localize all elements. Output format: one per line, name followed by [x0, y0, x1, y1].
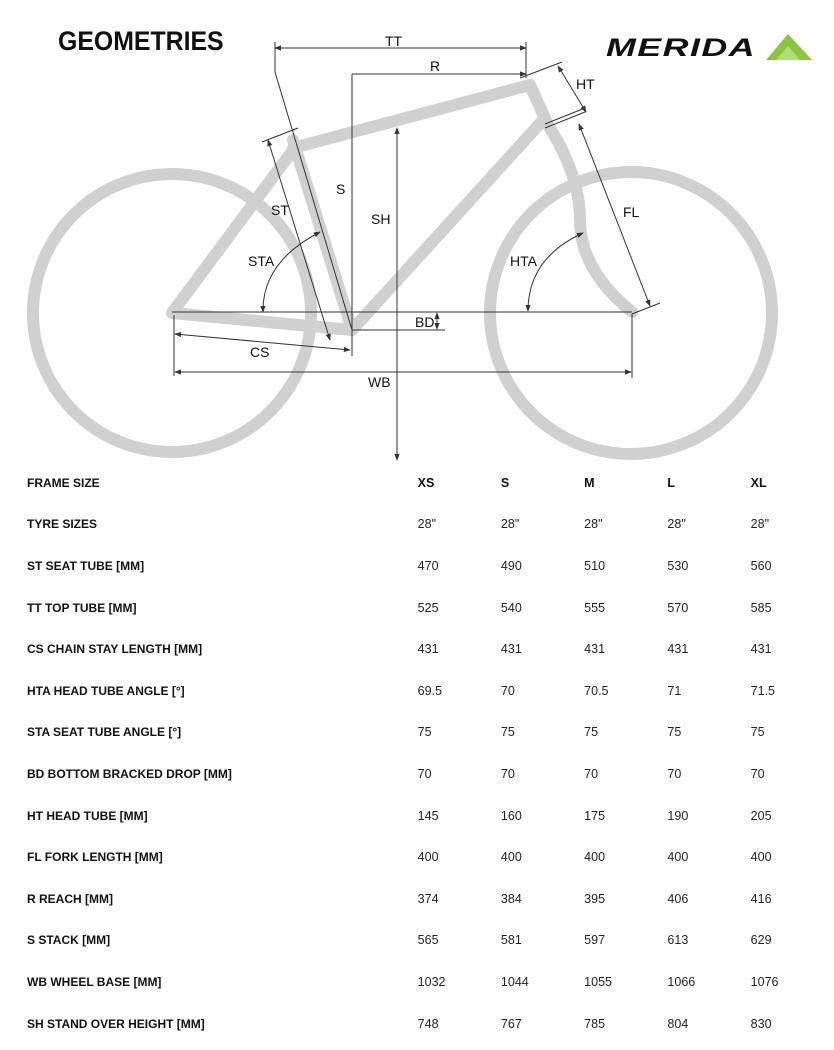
row-value: 400 [417, 850, 439, 865]
row-value: 470 [417, 558, 439, 573]
row-value: 400 [500, 850, 522, 865]
row-value: 804 [667, 1016, 689, 1031]
row-value: 613 [667, 933, 689, 948]
row-value: 581 [500, 933, 522, 948]
row-value: 525 [417, 600, 439, 615]
row-value: 75 [417, 725, 432, 740]
row-value: 570 [667, 600, 689, 615]
sh-label: SH [371, 211, 391, 227]
row-value: 69.5 [417, 683, 443, 698]
row-value: 565 [417, 933, 439, 948]
row-value: 629 [750, 933, 772, 948]
row-value: 71.5 [750, 683, 776, 698]
row-value: 1066 [667, 974, 696, 989]
row-label: HT HEAD TUBE [MM] [27, 808, 148, 823]
size-l: L [667, 475, 676, 490]
row-value: 205 [750, 808, 772, 823]
table-row [0, 545, 834, 587]
fl-dimension [579, 124, 650, 306]
row-value: 145 [417, 808, 439, 823]
row-value: 406 [667, 891, 689, 906]
frame-size-label: FRAME SIZE [27, 475, 100, 490]
row-label: S STACK [MM] [27, 933, 111, 948]
row-value: 70 [584, 766, 599, 781]
row-value: 28" [417, 517, 437, 532]
r-label: R [430, 58, 441, 74]
head-tube [530, 85, 548, 125]
row-value: 597 [584, 933, 606, 948]
st-label: ST [271, 202, 289, 218]
ht-label: HT [576, 76, 595, 92]
bd-label: BD [415, 314, 435, 330]
row-value: 384 [500, 891, 522, 906]
row-value: 785 [584, 1016, 606, 1031]
row-label: ST SEAT TUBE [MM] [27, 558, 145, 573]
row-label: R REACH [MM] [27, 891, 113, 906]
row-label: TT TOP TUBE [MM] [27, 600, 137, 615]
row-value: 490 [500, 558, 522, 573]
row-value: 400 [750, 850, 772, 865]
row-value: 431 [584, 642, 606, 657]
row-value: 75 [584, 725, 599, 740]
row-value: 585 [750, 600, 772, 615]
row-value: 560 [750, 558, 772, 573]
row-value: 1055 [584, 974, 612, 989]
row-value: 28" [584, 517, 603, 532]
row-value: 431 [750, 642, 772, 657]
row-value: 416 [750, 891, 772, 906]
s-label: S [336, 181, 346, 197]
row-label: BD BOTTOM BRACKED DROP [MM] [27, 766, 232, 781]
row-label: TYRE SIZES [27, 517, 98, 532]
row-value: 431 [667, 642, 689, 657]
row-value: 400 [584, 850, 606, 865]
table-row [0, 712, 834, 754]
row-value: 431 [417, 642, 439, 657]
row-value: 175 [584, 808, 606, 823]
row-value: 70 [667, 766, 682, 781]
row-value: 1044 [500, 974, 529, 989]
row-value: 395 [584, 891, 606, 906]
size-xl: XL [750, 475, 767, 490]
hta-arc [528, 233, 583, 311]
row-label: HTA HEAD TUBE ANGLE [°] [27, 683, 185, 698]
fl-label: FL [623, 204, 640, 220]
size-xs: XS [417, 475, 435, 490]
geometry-table [0, 462, 834, 1044]
row-value: 75 [500, 725, 515, 740]
bike-frame [172, 85, 632, 330]
sta-label: STA [248, 253, 275, 269]
row-value: 75 [667, 725, 682, 740]
row-label: CS CHAIN STAY LENGTH [MM] [27, 642, 203, 657]
row-value: 1076 [750, 974, 779, 989]
size-s: S [500, 475, 510, 490]
row-value: 748 [417, 1016, 439, 1031]
table-row [0, 920, 834, 962]
row-value: 70.5 [584, 683, 609, 698]
row-value: 28" [750, 517, 770, 532]
table-row [0, 1003, 834, 1045]
table-row [0, 878, 834, 920]
row-value: 70 [500, 683, 515, 698]
row-value: 190 [667, 808, 689, 823]
row-label: FL FORK LENGTH [MM] [27, 850, 163, 865]
row-label: STA SEAT TUBE ANGLE [°] [27, 725, 182, 740]
tt-label: TT [385, 33, 403, 49]
row-value: 160 [500, 808, 522, 823]
table-row [0, 670, 834, 712]
row-value: 70 [500, 766, 515, 781]
row-value: 374 [417, 891, 439, 906]
hta-label: HTA [510, 253, 537, 269]
row-value: 830 [750, 1016, 772, 1031]
row-value: 28" [500, 517, 520, 532]
row-value: 530 [667, 558, 689, 573]
row-value: 71 [667, 683, 682, 698]
row-value: 767 [500, 1016, 522, 1031]
row-value: 540 [500, 600, 522, 615]
table-row [0, 587, 834, 629]
logo-text: MERIDA [606, 34, 756, 62]
row-value: 1032 [417, 974, 446, 989]
top-tube [293, 85, 530, 148]
ht-tick-bottom [545, 108, 585, 124]
row-label: SH STAND OVER HEIGHT [MM] [27, 1016, 205, 1031]
row-value: 431 [500, 642, 522, 657]
table-row [0, 836, 834, 878]
row-value: 70 [750, 766, 765, 781]
size-m: M [584, 475, 595, 490]
page-title: GEOMETRIES [58, 26, 224, 56]
table-row [0, 795, 834, 837]
wb-label: WB [368, 374, 391, 390]
row-label: WB WHEEL BASE [MM] [27, 974, 162, 989]
geometry-diagram [0, 0, 834, 470]
row-value: 70 [417, 766, 432, 781]
chain-stay [172, 313, 352, 330]
table-header-row [0, 462, 834, 504]
row-value: 28" [667, 517, 686, 532]
row-value: 555 [584, 600, 606, 615]
table-row [0, 961, 834, 1003]
table-row [0, 628, 834, 670]
cs-label: CS [250, 344, 270, 360]
table-row [0, 504, 834, 546]
row-value: 75 [750, 725, 765, 740]
row-value: 400 [667, 850, 689, 865]
table-row [0, 753, 834, 795]
row-value: 510 [584, 558, 606, 573]
